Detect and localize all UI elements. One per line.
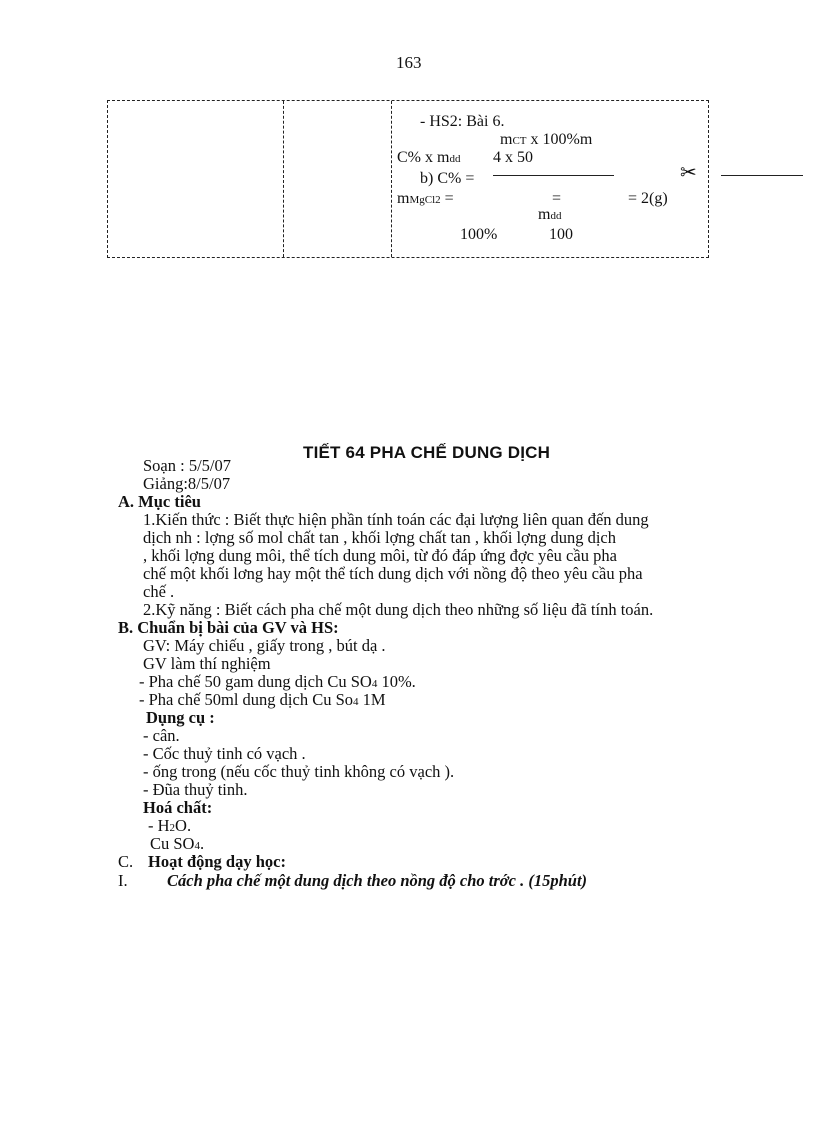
formula-line: C% x mdd xyxy=(397,149,461,166)
chemicals-heading: Hoá chất: xyxy=(143,798,213,817)
formula-line: 4 x 50 xyxy=(493,149,533,166)
tool-item: - ống trong (nếu cốc thuỷ tinh không có vạch ). xyxy=(143,762,455,781)
lesson-title: TIẾT 64 PHA CHẾ DUNG DỊCH xyxy=(303,443,551,462)
section-b-heading: B. Chuẩn bị bài của GV và HS: xyxy=(118,618,339,637)
section-b-line: GV: Máy chiếu , giấy trong , bút dạ . xyxy=(143,636,386,655)
section-c-label: C. xyxy=(118,852,134,871)
tool-item: - cân. xyxy=(143,726,180,745)
formula-line: 100% xyxy=(460,226,498,243)
formula-line: mMgCl2 = xyxy=(397,190,454,207)
formula-line: b) C% = xyxy=(420,170,475,187)
scissors-icon: ✂ xyxy=(680,160,697,184)
section-a-line: 1.Kiến thức : Biết thực hiện phần tính toán các đại lượng liên quan đến dung xyxy=(143,510,649,529)
section-a-heading: A. Mục tiêu xyxy=(118,492,201,511)
section-i-label: I. xyxy=(118,871,128,890)
cut-line xyxy=(721,175,803,176)
formula-line: mCT x 100%m xyxy=(500,131,593,148)
chemical-item: - H2O. xyxy=(148,816,192,835)
tool-item: - Cốc thuỷ tinh có vạch . xyxy=(143,744,306,763)
formula-line: = 2(g) xyxy=(628,190,668,207)
soan-date: Soạn : 5/5/07 xyxy=(143,456,232,475)
section-a-line: 2.Kỹ năng : Biết cách pha chế một dung dịch theo những số liệu đã tính toán. xyxy=(143,600,654,619)
tools-heading: Dụng cụ : xyxy=(146,708,215,727)
page-number: 163 xyxy=(396,53,422,72)
lesson-table xyxy=(107,100,709,258)
giang-date: Giảng:8/5/07 xyxy=(143,474,231,493)
formula-line: - HS2: Bài 6. xyxy=(420,113,505,130)
tool-item: - Đũa thuỷ tinh. xyxy=(143,780,248,799)
section-b-line: GV làm thí nghiệm xyxy=(143,654,271,673)
chemical-item: Cu SO4. xyxy=(150,834,205,853)
section-a-line: chế . xyxy=(143,582,175,601)
section-a-line: chế một khối lơng hay một thể tích dung dịch với nồng độ theo yêu cầu pha xyxy=(143,564,643,583)
table-column-divider xyxy=(283,101,284,257)
section-b-line: - Pha chế 50 gam dung dịch Cu SO4 10%. xyxy=(139,672,416,691)
formula-line: mdd xyxy=(538,206,562,223)
table-column-divider xyxy=(391,101,392,257)
section-a-line: , khối lợng dung môi, thể tích dung môi, từ đó đáp ứng đợc yêu cầu pha xyxy=(143,546,617,565)
section-i-heading: Cách pha chế một dung dịch theo nồng độ cho trớc . (15phút) xyxy=(167,871,588,890)
section-c-heading: Hoạt động dạy học: xyxy=(148,852,286,871)
formula-line: 100 xyxy=(549,226,573,243)
section-b-line: - Pha chế 50ml dung dịch Cu So4 1M xyxy=(139,690,386,709)
section-a-line: dịch nh : lợng số mol chất tan , khối lợng chất tan , khối lợng dung dịch xyxy=(143,528,616,547)
fraction-bar xyxy=(493,175,614,176)
formula-line: = xyxy=(552,190,562,207)
